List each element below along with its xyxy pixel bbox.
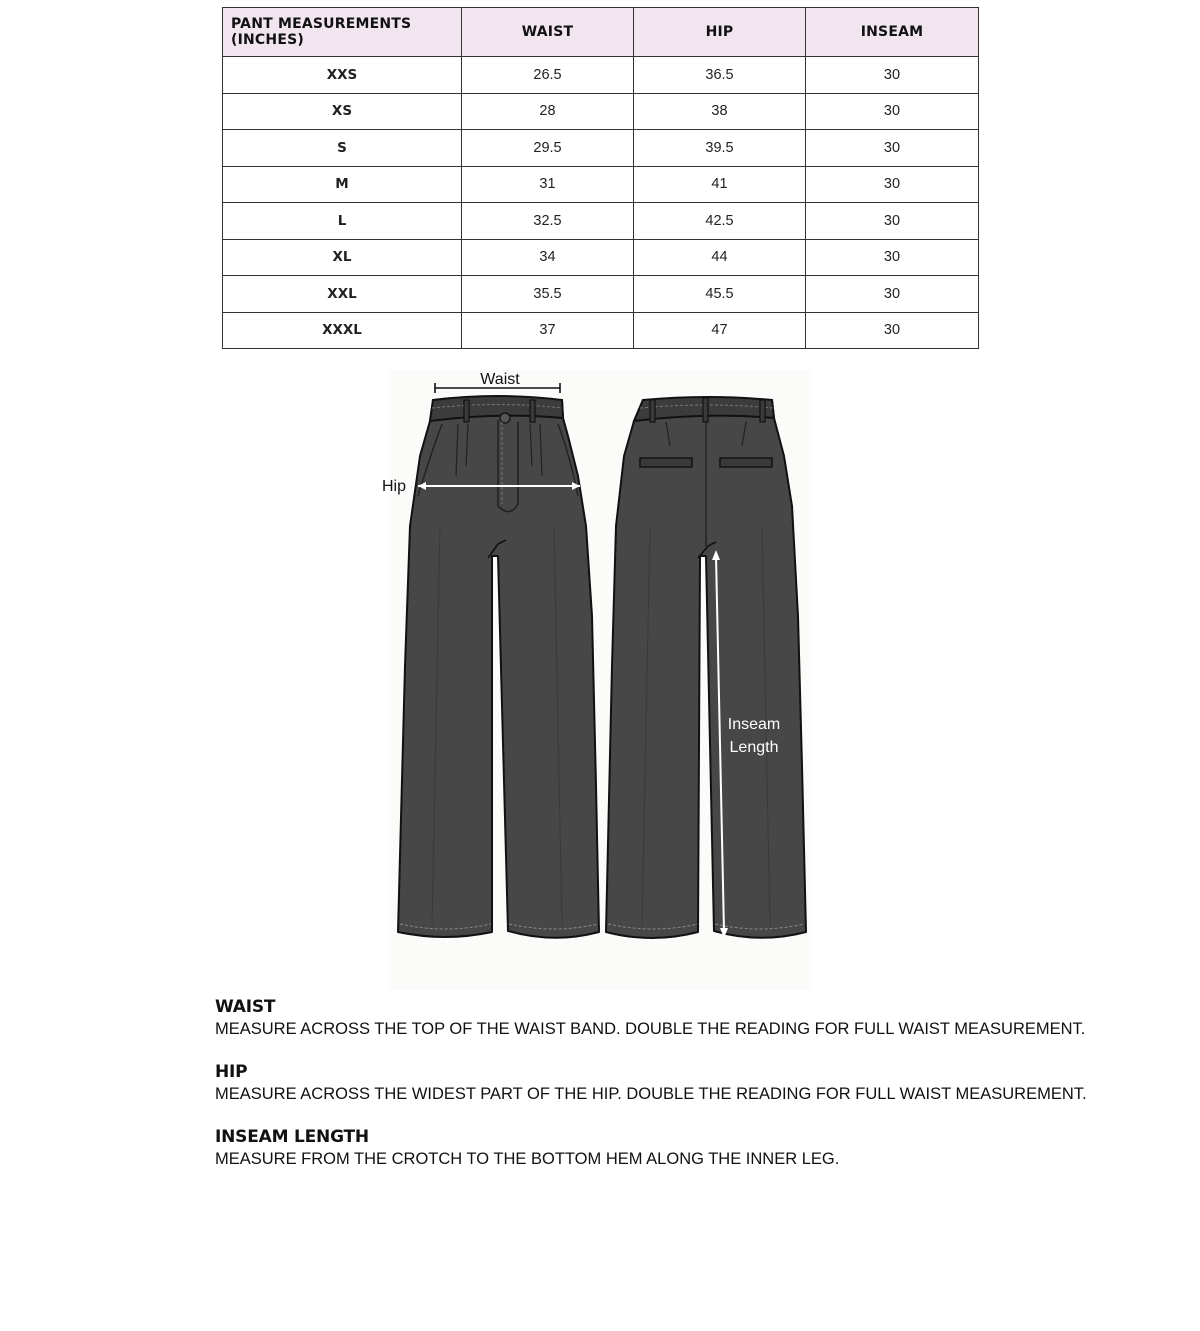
hip-cell: 39.5 (634, 130, 806, 167)
table-row (223, 57, 979, 94)
inseam-cell: 30 (806, 239, 979, 276)
pant-measurement-diagram (370, 366, 820, 994)
size-cell: XXS (223, 57, 462, 94)
size-cell: L (223, 203, 462, 240)
measurement-notes (215, 996, 1115, 1191)
size-cell: XXL (223, 276, 462, 313)
note-title: INSEAM LENGTH (215, 1127, 369, 1147)
table-row (223, 312, 979, 349)
inseam-cell: 30 (806, 93, 979, 130)
table-row (223, 203, 979, 240)
size-cell: S (223, 130, 462, 167)
note-inseam (215, 1126, 1115, 1170)
waist-cell: 28 (462, 93, 634, 130)
size-chart-table (222, 7, 979, 349)
note-text: MEASURE ACROSS THE WIDEST PART OF THE HIP. DOUBLE THE READING FOR FULL WAIST MEASUREMENT. (215, 1085, 1087, 1103)
header-waist: WAIST (462, 8, 634, 57)
hip-cell: 44 (634, 239, 806, 276)
table-row (223, 130, 979, 167)
table-row (223, 166, 979, 203)
note-text: MEASURE ACROSS THE TOP OF THE WAIST BAND. DOUBLE THE READING FOR FULL WAIST MEASUREMENT. (215, 1020, 1086, 1038)
note-waist (215, 996, 1115, 1040)
hip-cell: 38 (634, 93, 806, 130)
size-cell: M (223, 166, 462, 203)
hip-label: Hip (382, 478, 407, 495)
waist-cell: 35.5 (462, 276, 634, 313)
waist-cell: 34 (462, 239, 634, 276)
hip-cell: 36.5 (634, 57, 806, 94)
waist-cell: 29.5 (462, 130, 634, 167)
table-row (223, 239, 979, 276)
inseam-cell: 30 (806, 312, 979, 349)
header-hip: HIP (634, 8, 806, 57)
inseam-cell: 30 (806, 276, 979, 313)
waist-cell: 32.5 (462, 203, 634, 240)
hip-cell: 45.5 (634, 276, 806, 313)
size-cell: XS (223, 93, 462, 130)
table-row (223, 276, 979, 313)
table-row (223, 93, 979, 130)
note-hip (215, 1061, 1115, 1105)
header-measurements: PANT MEASUREMENTS (INCHES) (223, 8, 462, 57)
inseam-cell: 30 (806, 130, 979, 167)
waist-label: Waist (480, 371, 520, 388)
waist-cell: 37 (462, 312, 634, 349)
hip-cell: 42.5 (634, 203, 806, 240)
waist-cell: 31 (462, 166, 634, 203)
note-text: MEASURE FROM THE CROTCH TO THE BOTTOM HEM ALONG THE INNER LEG. (215, 1150, 840, 1168)
header-inseam: INSEAM (806, 8, 979, 57)
hip-cell: 41 (634, 166, 806, 203)
note-title: WAIST (215, 997, 276, 1017)
waist-cell: 26.5 (462, 57, 634, 94)
inseam-cell: 30 (806, 203, 979, 240)
inseam-cell: 30 (806, 166, 979, 203)
inseam-cell: 30 (806, 57, 979, 94)
size-cell: XXXL (223, 312, 462, 349)
inseam-label-line1: Inseam (727, 716, 781, 733)
note-title: HIP (215, 1062, 248, 1082)
inseam-label-line2: Length (729, 739, 779, 756)
hip-cell: 47 (634, 312, 806, 349)
size-cell: XL (223, 239, 462, 276)
table-header-row (223, 8, 979, 57)
